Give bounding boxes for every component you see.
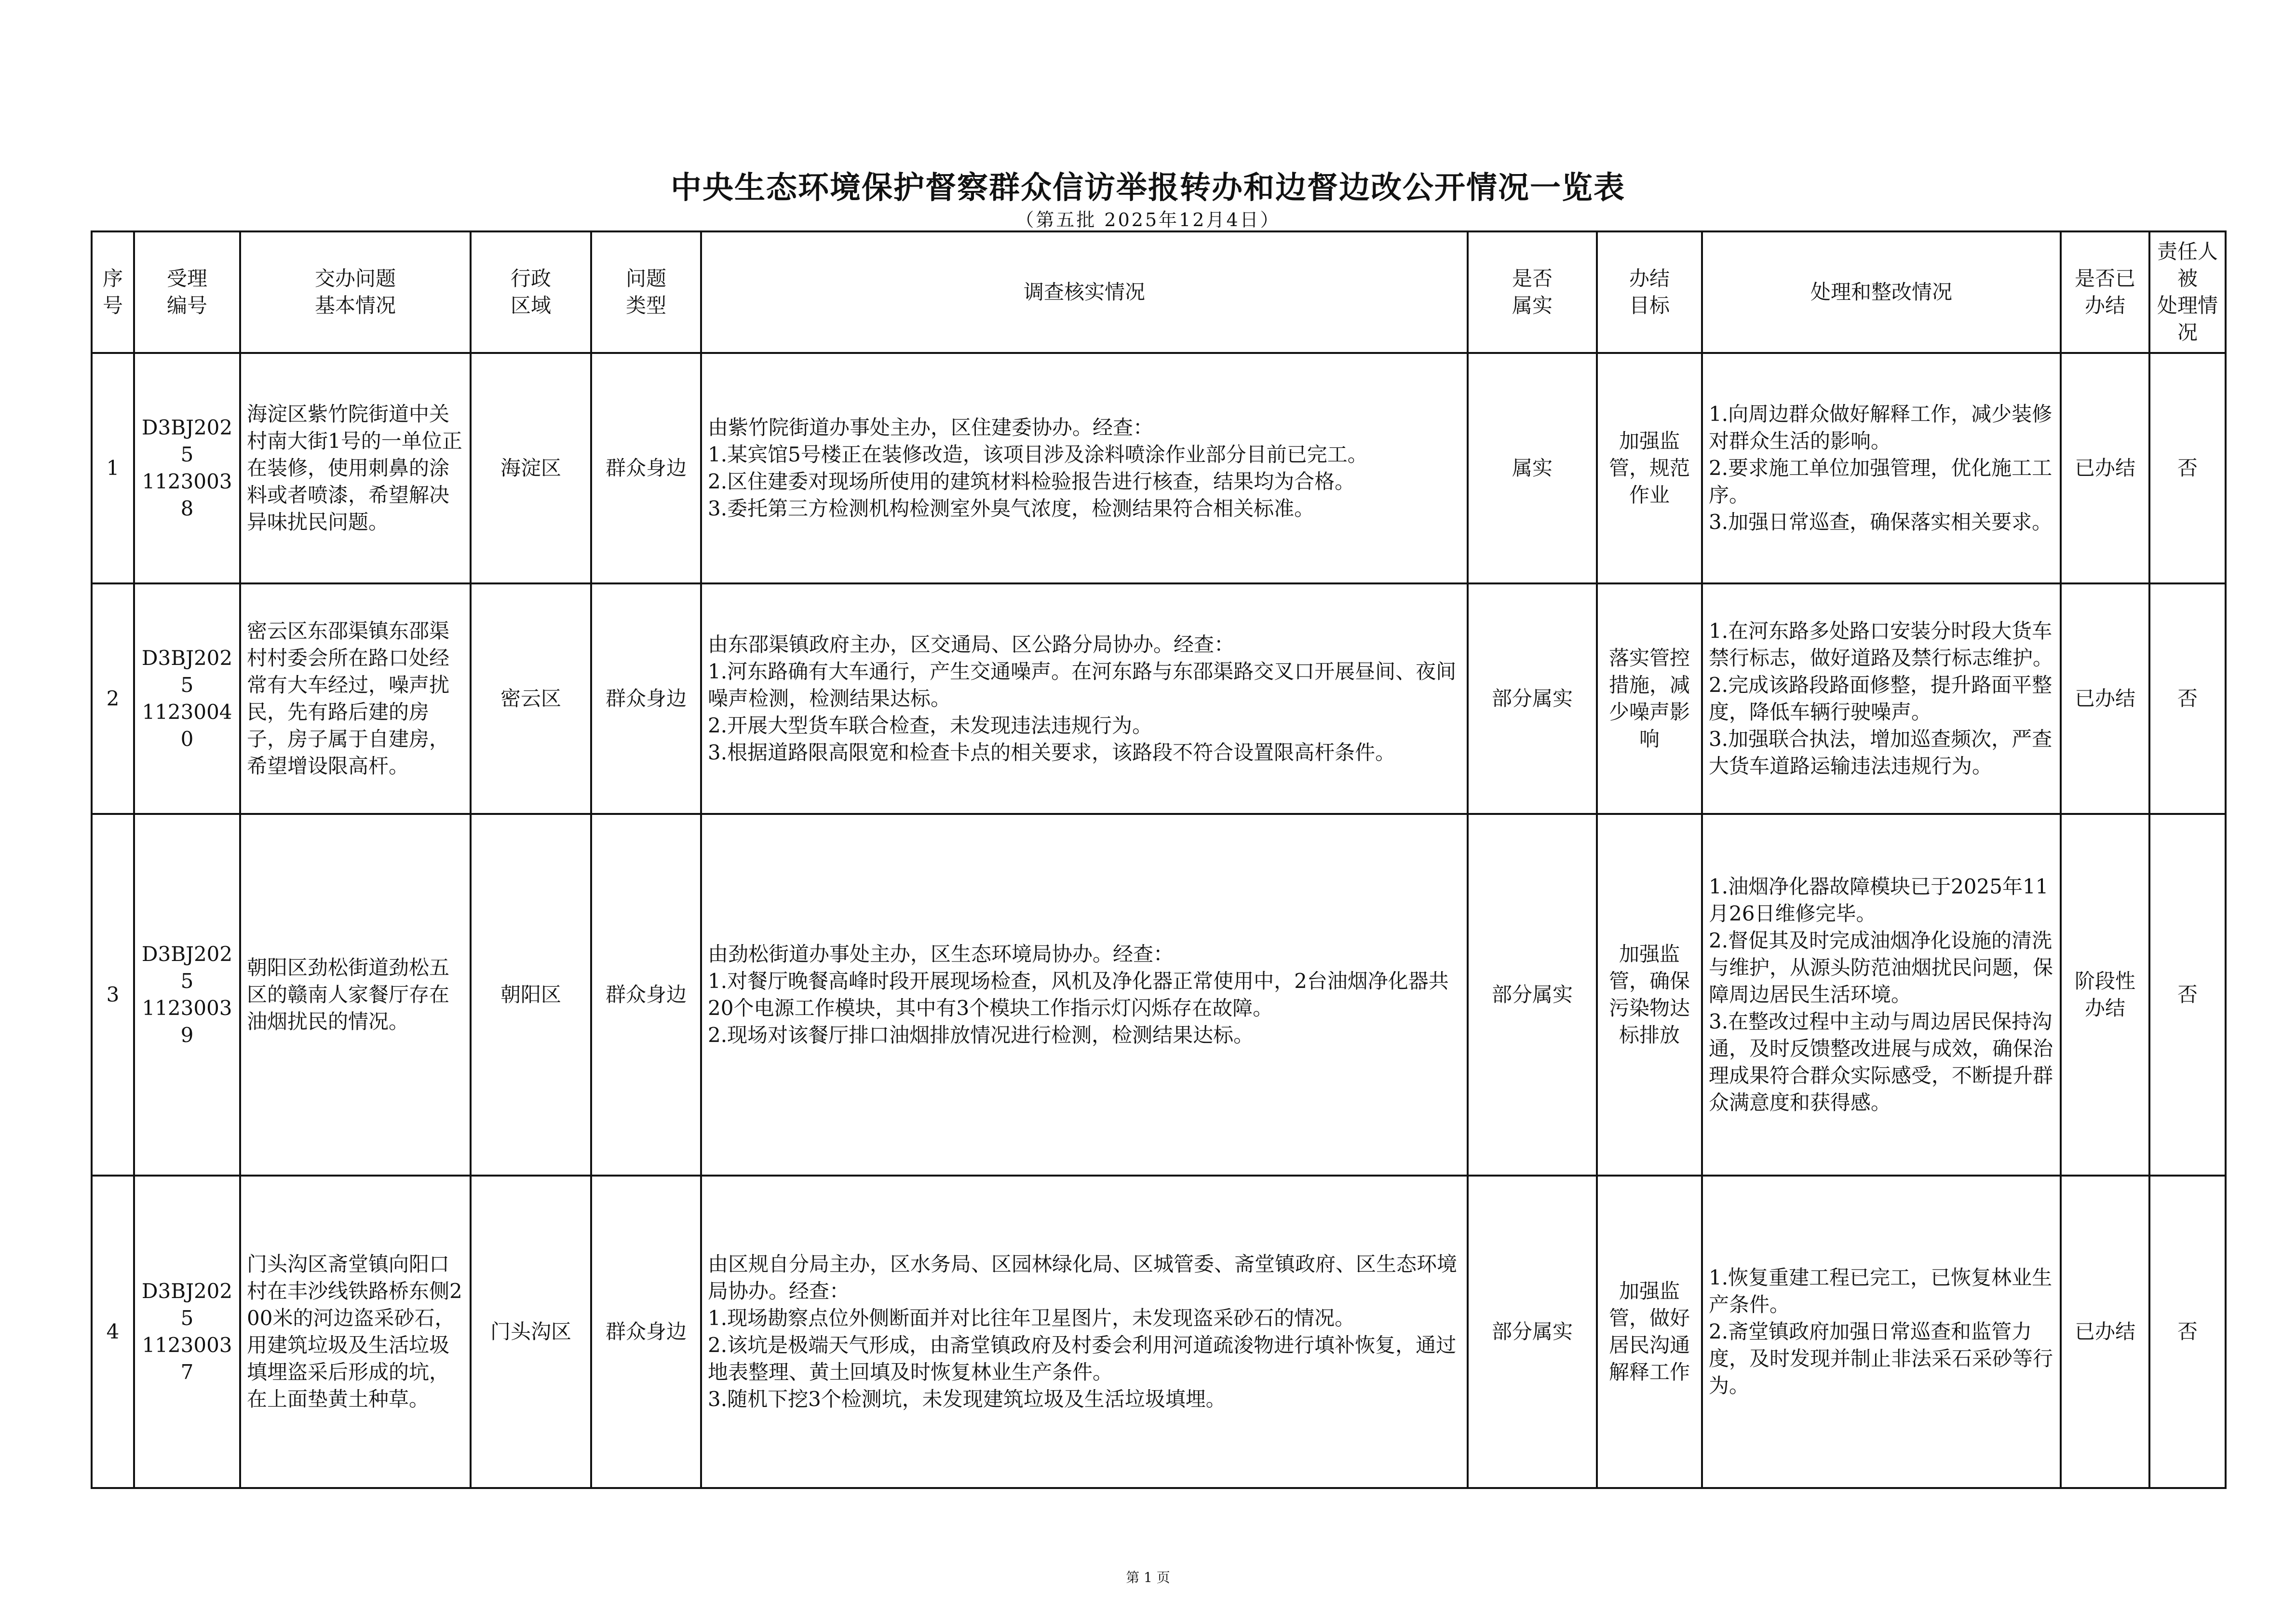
header-verified: 是否 属实	[1468, 231, 1597, 353]
row-verified: 部分属实	[1468, 814, 1597, 1176]
row-problem: 朝阳区劲松街道劲松五区的赣南人家餐厅存在油烟扰民的情况。	[240, 814, 471, 1176]
row-district: 海淀区	[471, 353, 591, 583]
row-handling: 1.油烟净化器故障模块已于2025年11月26日维修完毕。 2.督促其及时完成油烟净化设施的清洗与维护，从源头防范油烟扰民问题，保障周边居民生活环境。 3.在整改过程中主动与周边居民保持沟通，及时反馈整改进展与成效，确保治理成果符合群众实际感受，不断提升群众满意度和获得感。	[1702, 814, 2061, 1176]
page-title: 中央生态环境保护督察群众信访举报转办和边督边改公开情况一览表	[671, 170, 1625, 206]
table-row	[92, 353, 2226, 583]
header-type: 问题 类型	[591, 231, 701, 353]
row-closed: 阶段性办结	[2061, 814, 2149, 1176]
row-closed: 已办结	[2061, 353, 2149, 583]
row-handling: 1.向周边群众做好解释工作，减少装修对群众生活的影响。 2.要求施工单位加强管理，优化施工工序。 3.加强日常巡查，确保落实相关要求。	[1702, 353, 2061, 583]
row-goal: 加强监管，做好居民沟通解释工作	[1597, 1176, 1702, 1488]
row-verified: 属实	[1468, 353, 1597, 583]
page-number: 第 1 页	[1126, 1570, 1170, 1585]
header-id: 受理 编号	[134, 231, 240, 353]
row-district: 密云区	[471, 583, 591, 814]
row-seq: 3	[92, 814, 134, 1176]
row-investigation: 由区规自分局主办，区水务局、区园林绿化局、区城管委、斋堂镇政府、区生态环境局协办。经查： 1.现场勘察点位外侧断面并对比往年卫星图片，未发现盗采砂石的情况。 2.该坑是极端天气形成，由斋堂镇政府及村委会利用河道疏浚物进行填补恢复，通过地表整理、黄土回填及时恢复林业生产条件。 3.随机下挖3个检测坑，未发现建筑垃圾及生活垃圾填埋。	[701, 1176, 1468, 1488]
header-investigation: 调查核实情况	[701, 231, 1468, 353]
row-problem: 密云区东邵渠镇东邵渠村村委会所在路口处经常有大车经过，噪声扰民，先有路后建的房子，房子属于自建房，希望增设限高杆。	[240, 583, 471, 814]
row-goal: 落实管控措施，减少噪声影响	[1597, 583, 1702, 814]
row-id: D3BJ2025 11230038	[134, 353, 240, 583]
report-table	[91, 230, 2227, 1489]
row-handling: 1.恢复重建工程已完工，已恢复林业生产条件。 2.斋堂镇政府加强日常巡查和监管力度，及时发现并制止非法采石采砂等行为。	[1702, 1176, 2061, 1488]
page-subtitle: （第五批 2025年12月4日）	[1015, 209, 1281, 230]
table-row	[92, 814, 2226, 1176]
row-goal: 加强监管，确保污染物达标排放	[1597, 814, 1702, 1176]
row-problem: 门头沟区斋堂镇向阳口村在丰沙线铁路桥东侧200米的河边盗采砂石，用建筑垃圾及生活垃圾填埋盗采后形成的坑，在上面垫黄土种草。	[240, 1176, 471, 1488]
row-id: D3BJ2025 11230037	[134, 1176, 240, 1488]
row-accountability: 否	[2149, 353, 2226, 583]
table-row	[92, 583, 2226, 814]
row-accountability: 否	[2149, 583, 2226, 814]
row-seq: 1	[92, 353, 134, 583]
row-type: 群众身边	[591, 814, 701, 1176]
row-type: 群众身边	[591, 1176, 701, 1488]
header-closed: 是否已 办结	[2061, 231, 2149, 353]
row-accountability: 否	[2149, 1176, 2226, 1488]
row-seq: 2	[92, 583, 134, 814]
table-row	[92, 1176, 2226, 1488]
row-id: D3BJ2025 11230039	[134, 814, 240, 1176]
row-closed: 已办结	[2061, 1176, 2149, 1488]
row-district: 门头沟区	[471, 1176, 591, 1488]
row-investigation: 由劲松街道办事处主办，区生态环境局协办。经查： 1.对餐厅晚餐高峰时段开展现场检查，风机及净化器正常使用中，2台油烟净化器共20个电源工作模块，其中有3个模块工作指示灯闪烁存在故障。 2.现场对该餐厅排口油烟排放情况进行检测，检测结果达标。	[701, 814, 1468, 1176]
row-investigation: 由东邵渠镇政府主办，区交通局、区公路分局协办。经查： 1.河东路确有大车通行，产生交通噪声。在河东路与东邵渠路交叉口开展昼间、夜间噪声检测，检测结果达标。 2.开展大型货车联合检查，未发现违法违规行为。 3.根据道路限高限宽和检查卡点的相关要求，该路段不符合设置限高杆条件。	[701, 583, 1468, 814]
header-handling: 处理和整改情况	[1702, 231, 2061, 353]
row-accountability: 否	[2149, 814, 2226, 1176]
row-verified: 部分属实	[1468, 583, 1597, 814]
row-problem: 海淀区紫竹院街道中关村南大街1号的一单位正在装修，使用刺鼻的涂料或者喷漆，希望解决异味扰民问题。	[240, 353, 471, 583]
row-investigation: 由紫竹院街道办事处主办，区住建委协办。经查： 1.某宾馆5号楼正在装修改造，该项目涉及涂料喷涂作业部分目前已完工。 2.区住建委对现场所使用的建筑材料检验报告进行核查，结果均为合格。 3.委托第三方检测机构检测室外臭气浓度，检测结果符合相关标准。	[701, 353, 1468, 583]
row-id: D3BJ2025 11230040	[134, 583, 240, 814]
row-handling: 1.在河东路多处路口安装分时段大货车禁行标志，做好道路及禁行标志维护。 2.完成该路段路面修整，提升路面平整度，降低车辆行驶噪声。 3.加强联合执法，增加巡查频次，严查大货车道路运输违法违规行为。	[1702, 583, 2061, 814]
row-closed: 已办结	[2061, 583, 2149, 814]
row-type: 群众身边	[591, 353, 701, 583]
header-district: 行政 区域	[471, 231, 591, 353]
header-seq: 序 号	[92, 231, 134, 353]
row-seq: 4	[92, 1176, 134, 1488]
row-type: 群众身边	[591, 583, 701, 814]
header-accountability: 责任人 被 处理情 况	[2149, 231, 2226, 353]
header-goal: 办结 目标	[1597, 231, 1702, 353]
header-row	[92, 231, 2226, 353]
header-problem: 交办问题 基本情况	[240, 231, 471, 353]
row-district: 朝阳区	[471, 814, 591, 1176]
row-goal: 加强监管，规范作业	[1597, 353, 1702, 583]
row-verified: 部分属实	[1468, 1176, 1597, 1488]
